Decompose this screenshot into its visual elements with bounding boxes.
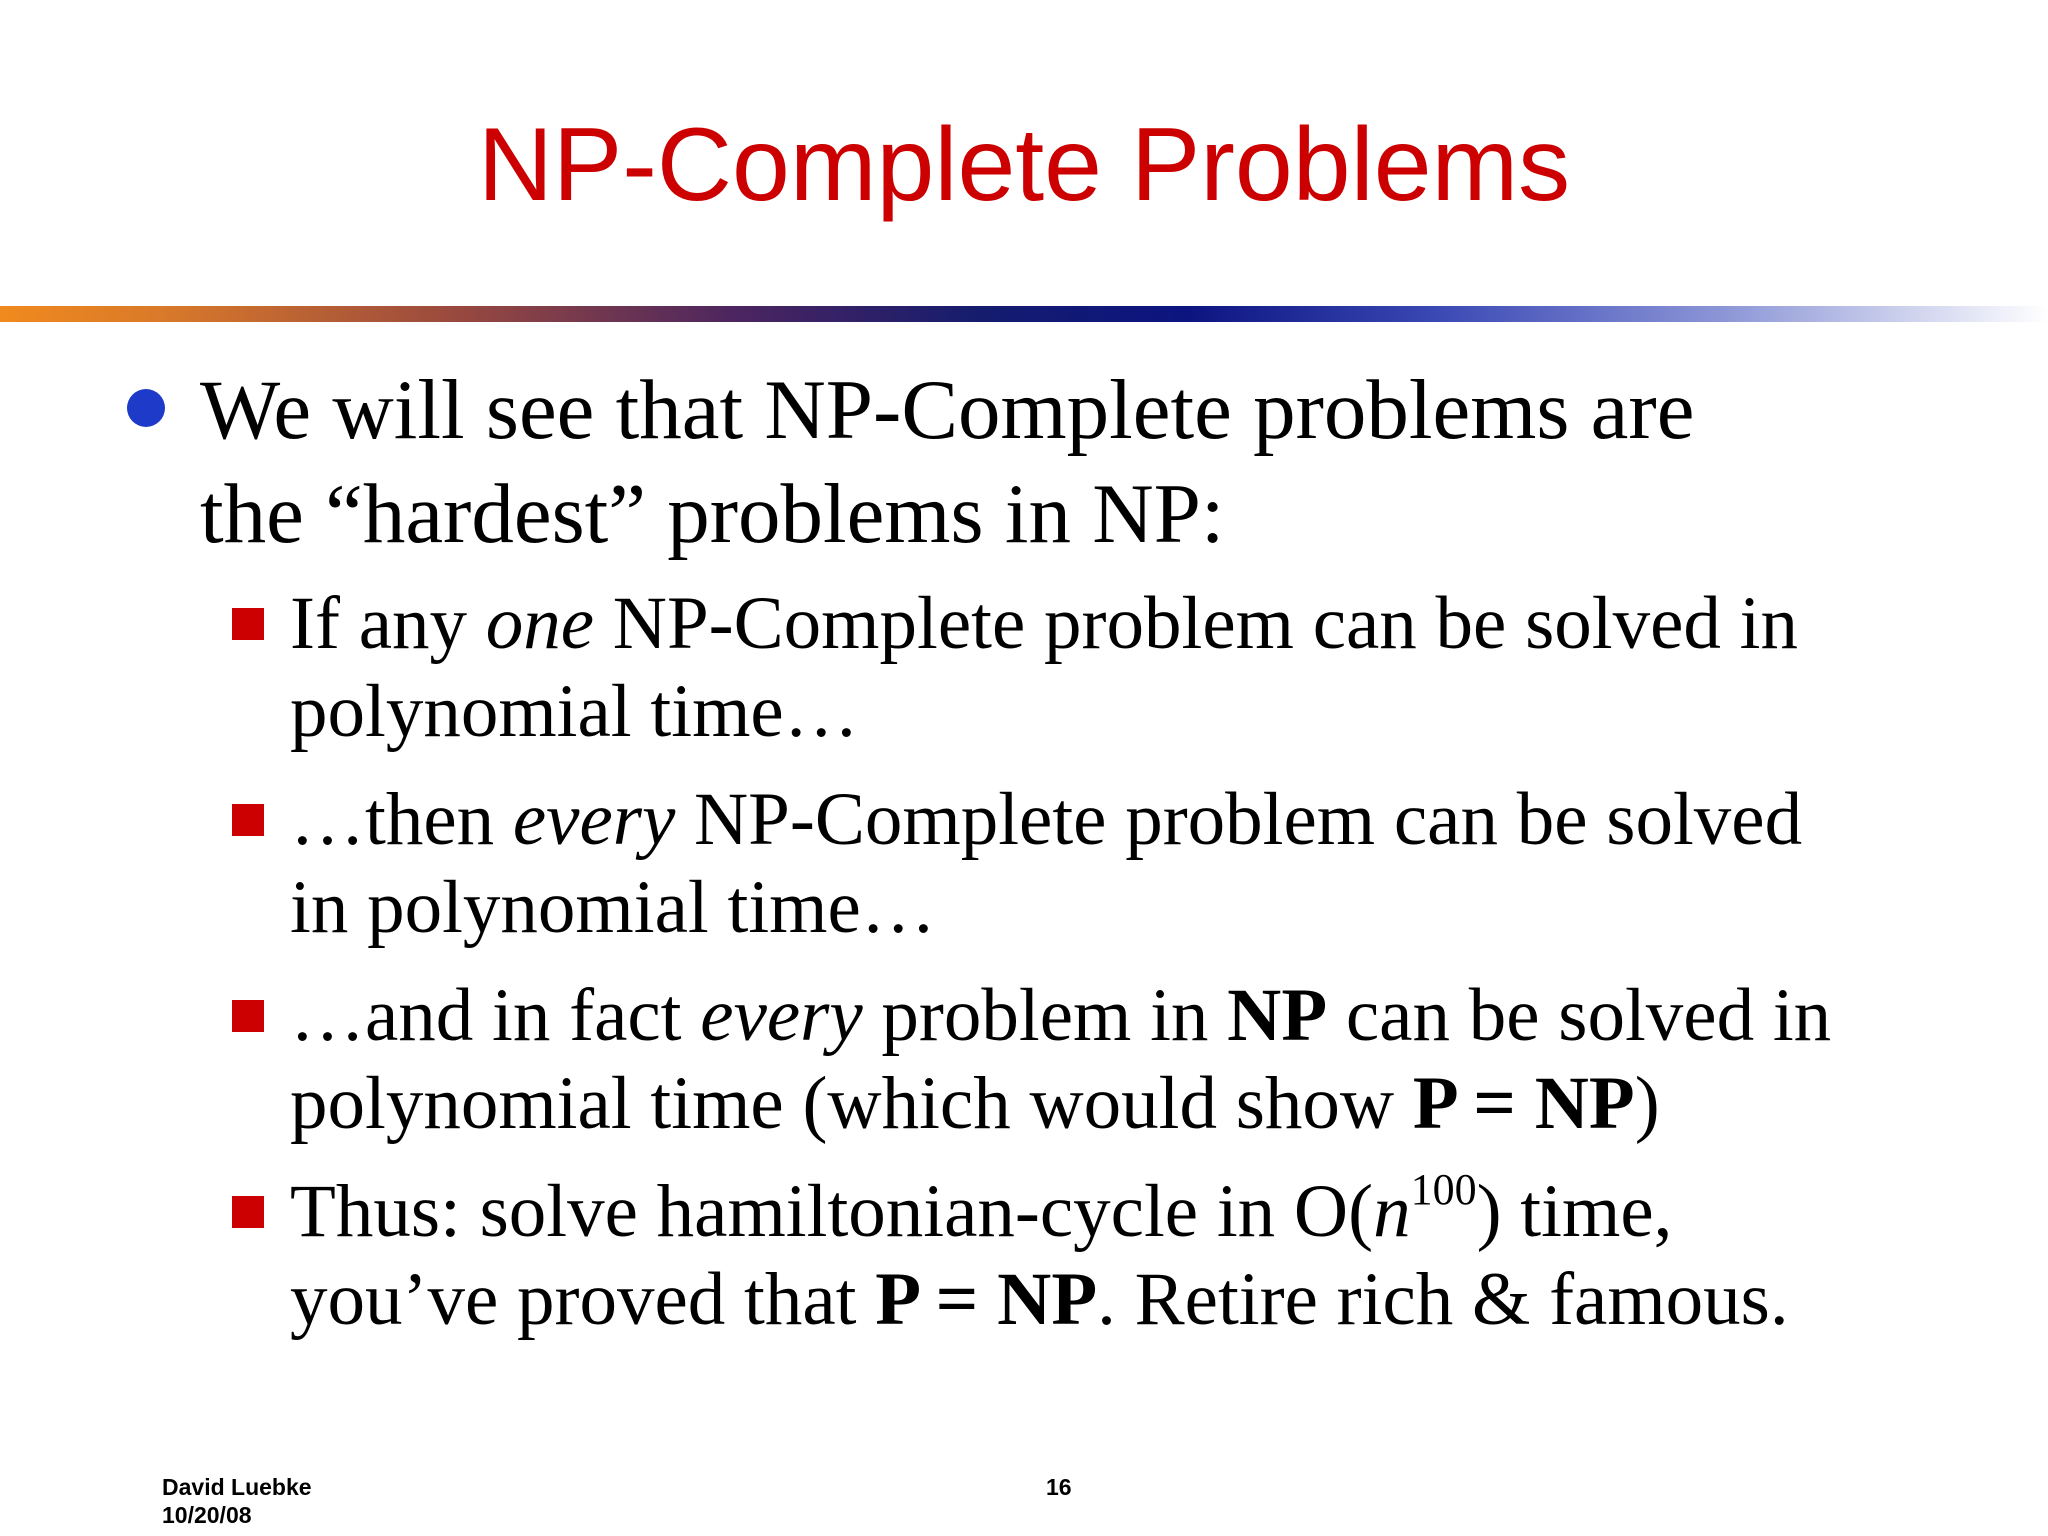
exponent: 100: [1410, 1165, 1477, 1214]
sub-bullet-1-line-1: If any one NP-Complete problem can be solved in: [290, 582, 1798, 665]
strong-np: NP: [1227, 974, 1328, 1057]
sub-bullet-square-icon: [232, 804, 264, 836]
sub-bullet-square-icon: [232, 1196, 264, 1228]
sub-bullet-square-icon: [232, 608, 264, 640]
footer-date: 10/20/08: [162, 1502, 252, 1528]
sub-bullet-3-line-1: …and in fact every problem in NP can be solved in: [290, 974, 1832, 1057]
emphasis: every: [512, 778, 676, 861]
page-number: 16: [1046, 1474, 1072, 1500]
strong-p-equals-np: P = NP: [1412, 1062, 1635, 1145]
variable-n: n: [1373, 1170, 1411, 1253]
sub-bullet-square-icon: [232, 1000, 264, 1032]
bullet-line-1: We will see that NP-Complete problems are: [200, 363, 1695, 457]
sub-bullet-1-line-2: polynomial time…: [290, 670, 859, 753]
emphasis: one: [485, 582, 595, 665]
title-divider: [0, 306, 2048, 322]
bullet-dot-icon: [127, 389, 165, 427]
sub-bullet-2-line-1: …then every NP-Complete problem can be solved: [290, 778, 1803, 861]
sub-bullet-3-line-2: polynomial time (which would show P = NP): [290, 1062, 1660, 1145]
emphasis: every: [700, 974, 863, 1057]
sub-bullet-4-line-1: Thus: solve hamiltonian-cycle in $O(n^{100})$ time,: [290, 1165, 1673, 1253]
footer-author: David Luebke: [162, 1474, 312, 1500]
strong-p-equals-np: P = NP: [875, 1258, 1098, 1341]
sub-bullet-2-line-2: in polynomial time…: [290, 866, 936, 949]
slide-title: NP-Complete Problems: [477, 107, 1571, 223]
bullet-line-2: the “hardest” problems in NP:: [200, 467, 1225, 561]
sub-bullet-4-line-2: you’ve proved that P = NP. Retire rich & famous.: [290, 1258, 1789, 1341]
